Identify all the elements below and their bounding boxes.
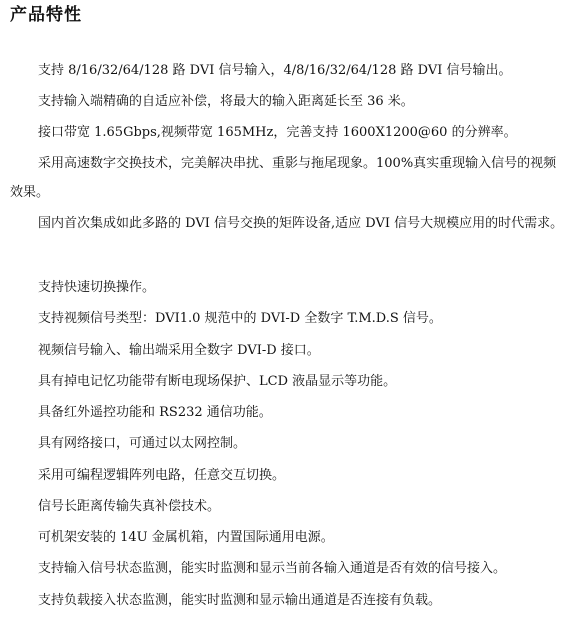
feature-item: 支持输入信号状态监测，能实时监测和显示当前各输入通道是否有效的信号接入。 xyxy=(38,561,507,576)
feature-item: 采用可编程逻辑阵列电路，任意交互切换。 xyxy=(38,468,286,483)
feature-item: 支持 8/16/32/64/128 路 DVI 信号输入，4/8/16/32/64/128 路 DVI 信号输出。 xyxy=(38,63,512,78)
feature-item: 支持快速切换操作。 xyxy=(38,280,156,295)
feature-item: 支持负载接入状态监测，能实时监测和显示输出通道是否连接有负载。 xyxy=(38,593,442,608)
section-title: 产品特性 xyxy=(10,5,82,25)
feature-item: 信号长距离传输失真补偿技术。 xyxy=(38,499,221,514)
feature-item: 具有掉电记忆功能带有断电现场保护、LCD 液晶显示等功能。 xyxy=(38,374,397,389)
feature-item: 可机架安装的 14U 金属机箱，内置国际通用电源。 xyxy=(38,530,334,545)
feature-item: 国内首次集成如此多路的 DVI 信号交换的矩阵设备,适应 DVI 信号大规模应用的时代需求。 xyxy=(38,216,564,231)
feature-item: 支持输入端精确的自适应补偿，将最大的输入距离延长至 36 米。 xyxy=(38,94,414,109)
feature-item: 采用高速数字交换技术，完美解决串扰、重影与拖尾现象。100%真实重现输入信号的视频效果。 xyxy=(10,156,557,200)
feature-item: 视频信号输入、输出端采用全数字 DVI-D 接口。 xyxy=(38,343,320,358)
feature-item: 支持视频信号类型：DVI1.0 规范中的 DVI-D 全数字 T.M.D.S 信号。 xyxy=(38,311,442,326)
feature-item: 接口带宽 1.65Gbps,视频带宽 165MHz，完善支持 1600X1200@60 的分辨率。 xyxy=(38,125,517,140)
feature-item: 具有网络接口，可通过以太网控制。 xyxy=(38,436,247,451)
feature-item: 具备红外遥控功能和 RS232 通信功能。 xyxy=(38,405,272,420)
